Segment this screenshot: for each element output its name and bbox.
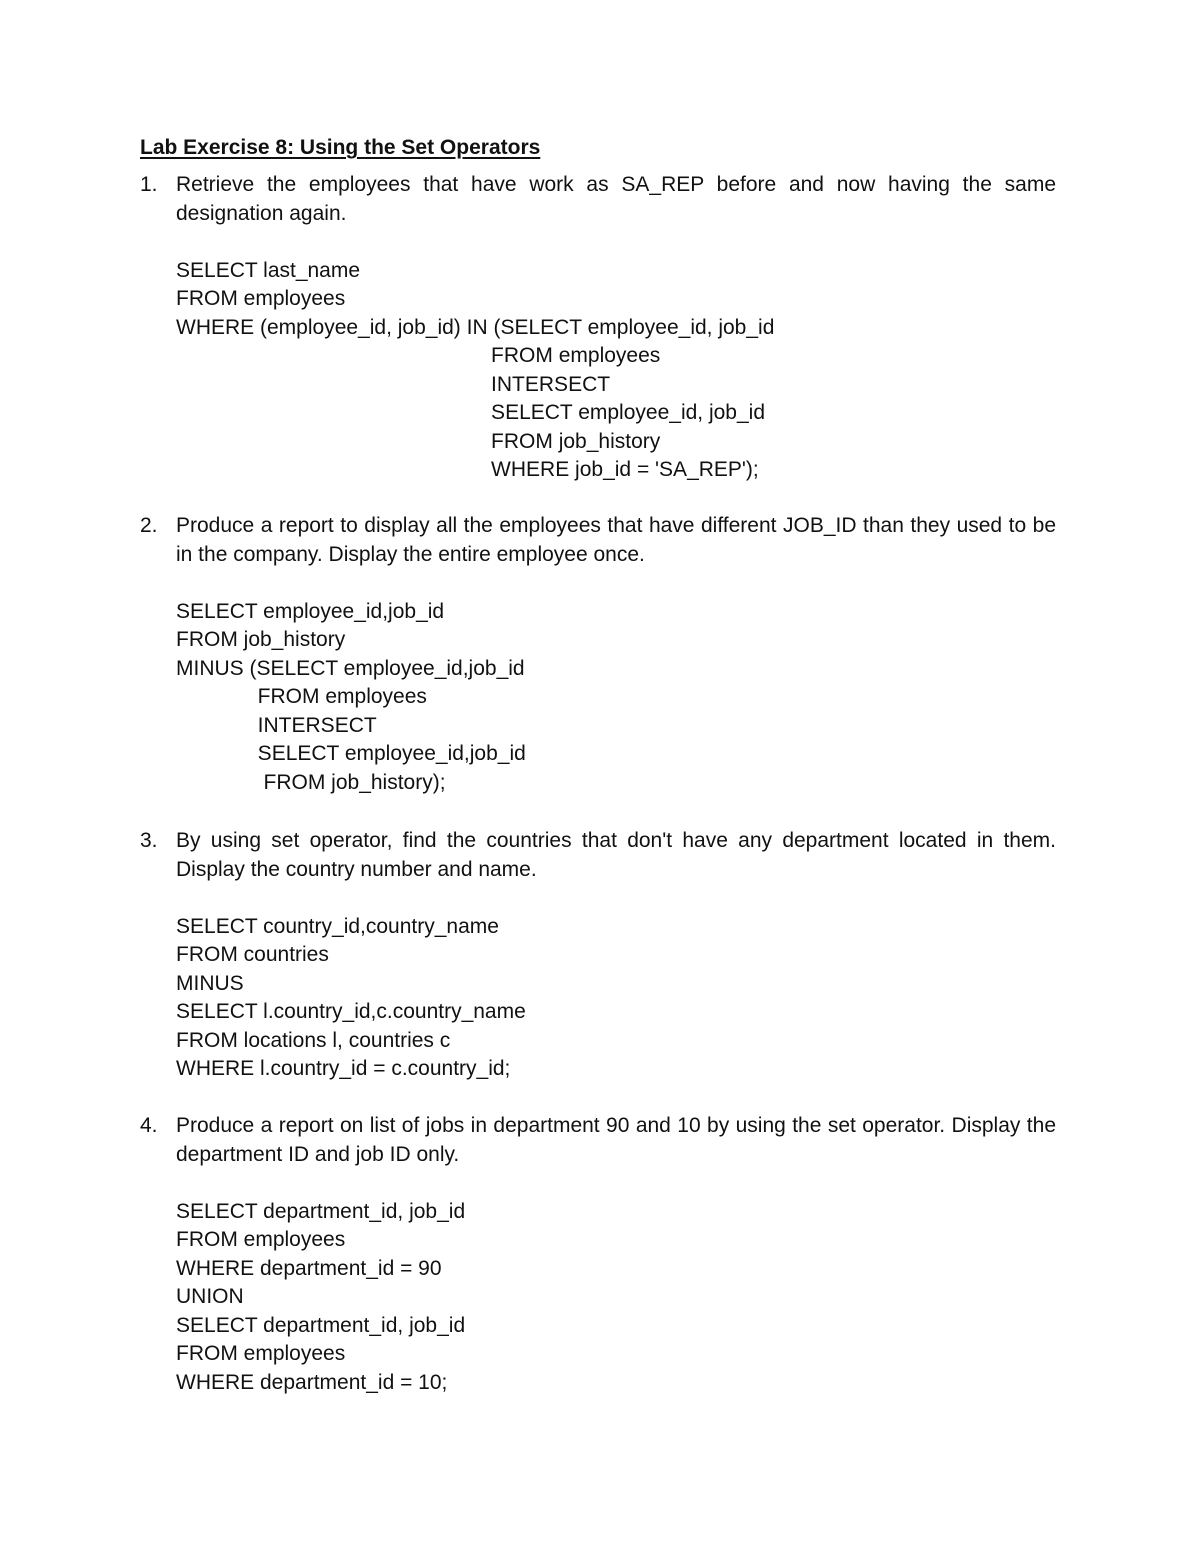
code-line: SELECT department_id, job_id <box>176 1199 466 1223</box>
code-line: SELECT employee_id,job_id <box>176 742 526 765</box>
code-line: INTERSECT <box>176 713 377 737</box>
question-3 <box>140 827 1056 1084</box>
question-text: Retrieve the employees that have work as SA_REP before and now having the same designation again. <box>176 173 1056 225</box>
code-line: WHERE department_id = 90 <box>176 1256 442 1280</box>
code-line: FROM employees <box>176 344 661 367</box>
question-text: By using set operator, find the countries that don't have any department located in them. Display the country number and name. <box>176 829 1056 881</box>
code-line: WHERE department_id = 10; <box>176 1370 448 1394</box>
question-2 <box>140 512 1056 797</box>
question-1 <box>140 171 1056 485</box>
sql-code-block <box>176 598 1056 798</box>
code-line: INTERSECT <box>176 372 611 396</box>
question-4 <box>140 1112 1056 1397</box>
question-number: 4. <box>140 1114 158 1137</box>
code-line: FROM locations l, countries c <box>176 1028 451 1052</box>
code-line: SELECT department_id, job_id <box>176 1313 466 1337</box>
code-line: FROM employees <box>176 1342 346 1365</box>
question-number: 3. <box>140 829 158 852</box>
code-line: FROM employees <box>176 1228 346 1251</box>
question-text: Produce a report on list of jobs in department 90 and 10 by using the set operator. Display the department ID and job ID only. <box>176 1114 1056 1166</box>
code-line: FROM employees <box>176 685 427 708</box>
code-line: SELECT l.country_id,c.country_name <box>176 1000 526 1023</box>
code-line: SELECT country_id,country_name <box>176 914 499 938</box>
code-line: SELECT employee_id,job_id <box>176 599 445 623</box>
question-text: Produce a report to display all the employees that have different JOB_ID than they used to be in the company. Display the entire employee once. <box>176 514 1056 566</box>
code-line: MINUS (SELECT employee_id,job_id <box>176 656 525 680</box>
code-line: WHERE l.country_id = c.country_id; <box>176 1057 511 1080</box>
page-title: Lab Exercise 8: Using the Set Operators <box>140 136 541 159</box>
question-number: 2. <box>140 514 158 537</box>
code-line: FROM job_history <box>176 429 661 453</box>
code-line: FROM job_history); <box>176 770 446 794</box>
code-line: FROM job_history <box>176 628 346 651</box>
code-line: FROM countries <box>176 943 329 966</box>
code-line: FROM employees <box>176 287 346 310</box>
code-line: WHERE (employee_id, job_id) IN (SELECT employee_id, job_id <box>176 315 775 339</box>
sql-code-block <box>176 257 1056 485</box>
code-line: UNION <box>176 1285 244 1308</box>
code-line: WHERE job_id = 'SA_REP'); <box>176 458 759 481</box>
code-line: MINUS <box>176 971 244 995</box>
sql-code-block <box>176 1198 1056 1398</box>
sql-code-block <box>176 913 1056 1084</box>
code-line: SELECT employee_id, job_id <box>176 401 766 424</box>
code-line: SELECT last_name <box>176 258 361 282</box>
question-number: 1. <box>140 173 158 196</box>
